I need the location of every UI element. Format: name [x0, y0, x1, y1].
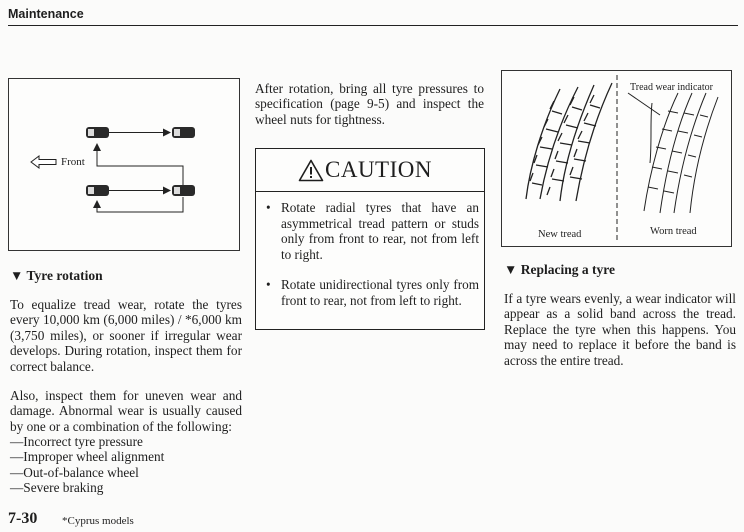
- caution-item-text: Rotate radial tyres that have an asymmetrical tread pattern or studs only from front to rear, not from left to right.: [281, 200, 479, 262]
- wear-cause-item: —Improper wheel alignment: [10, 449, 165, 465]
- header-divider: [8, 25, 738, 26]
- wear-cause-item: —Severe braking: [10, 480, 104, 496]
- after-rotation-paragraph: After rotation, bring all tyre pressures to specification (page 9-5) and inspect the wheel nuts for tightness.: [255, 81, 484, 127]
- caution-item: [264, 200, 479, 262]
- tyre-rotation-figure: [8, 78, 240, 251]
- replacing-tyre-heading: ▼ Replacing a tyre: [504, 262, 615, 277]
- front-arrow-icon: [31, 156, 56, 168]
- front-left-tyre: [86, 127, 109, 138]
- rear-right-tyre: [172, 185, 195, 196]
- caution-title: CAUTION: [325, 157, 432, 182]
- caution-header: [256, 149, 484, 192]
- wear-causes-list: [10, 434, 242, 496]
- wear-cause-item: —Out-of-balance wheel: [10, 464, 139, 480]
- warning-triangle-icon: [298, 159, 324, 182]
- caution-item-text: Rotate unidirectional tyres only from front to rear, not from left to right.: [281, 277, 479, 308]
- rear-left-tyre: [86, 185, 109, 196]
- caution-item: [264, 277, 479, 308]
- bullet: •: [266, 200, 271, 215]
- tread-wear-diagram: [502, 71, 731, 246]
- tyre-rotation-heading: ▼ Tyre rotation: [10, 268, 103, 283]
- bullet: •: [266, 277, 271, 293]
- front-label: Front: [61, 156, 85, 168]
- worn-tread-drawing: [644, 93, 718, 213]
- tyre-rotation-paragraph: To equalize tread wear, rotate the tyres every 10,000 km (6,000 miles) / *6,000 km (3,750 miles), or sooner if irregular wear develops. During rotation, inspect them for correct balance.: [10, 297, 242, 374]
- abnormal-wear-paragraph: Also, inspect them for uneven wear and damage. Abnormal wear is usually caused by one or a combination of the following:: [10, 388, 242, 434]
- footnote: *Cyprus models: [62, 515, 134, 527]
- wear-cause-item: —Incorrect tyre pressure: [10, 434, 143, 449]
- caution-box: [255, 148, 485, 330]
- new-tread-label: New tread: [538, 229, 582, 240]
- new-tread-drawing: [526, 83, 612, 201]
- tread-wear-figure: [501, 70, 732, 247]
- rotation-arrows: [97, 133, 183, 213]
- front-right-tyre: [172, 127, 195, 138]
- worn-tread-label: Worn tread: [650, 226, 697, 237]
- tyre-rotation-diagram: [9, 79, 239, 250]
- caution-list: [264, 200, 479, 324]
- tread-wear-indicator-label: Tread wear indicator: [630, 82, 713, 93]
- page-header-title: Maintenance: [8, 7, 84, 21]
- replacing-tyre-paragraph: If a tyre wears evenly, a wear indicator will appear as a solid band across the tread. Replace the tyre when this happens. You may need to replace it before the band is across the entire tread.: [504, 291, 736, 368]
- page-number: 7-30: [8, 510, 38, 527]
